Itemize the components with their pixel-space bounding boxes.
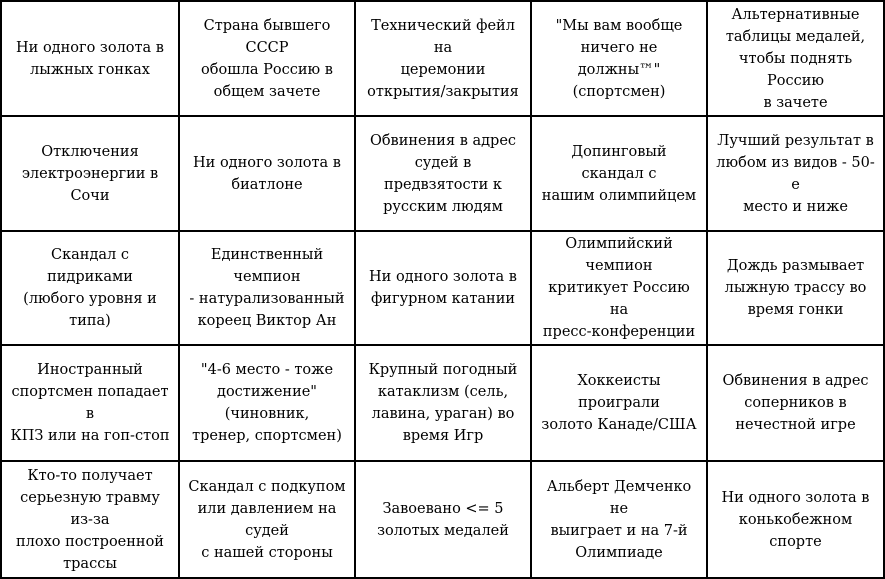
grid-cell: Обвинения в адрес судей в предвзятости к русским людям xyxy=(356,117,532,232)
grid-cell: Хоккеисты проиграли золото Канаде/США xyxy=(532,346,708,462)
grid-cell: Страна бывшего СССР обошла Россию в общем зачете xyxy=(180,2,356,117)
grid-cell: Ни одного золота в лыжных гонках xyxy=(2,2,180,117)
grid-cell: "Мы вам вообще ничего не должны™" (спортсмен) xyxy=(532,2,708,117)
grid-cell: Крупный погодный катаклизм (сель, лавина, ураган) во время Игр xyxy=(356,346,532,462)
grid-cell: Отключения электроэнергии в Сочи xyxy=(2,117,180,232)
grid-cell: Завоевано <= 5 золотых медалей xyxy=(356,462,532,577)
grid-cell: Дождь размывает лыжную трассу во время гонки xyxy=(708,232,883,346)
grid-cell: "4-6 место - тоже достижение" (чиновник, тренер, спортсмен) xyxy=(180,346,356,462)
grid-cell: Скандал с подкупом или давлением на судей с нашей стороны xyxy=(180,462,356,577)
grid-cell: Обвинения в адрес соперников в нечестной игре xyxy=(708,346,883,462)
grid-cell: Лучший результат в любом из видов - 50-е место и ниже xyxy=(708,117,883,232)
grid-cell: Кто-то получает серьезную травму из-за плохо построенной трассы xyxy=(2,462,180,577)
grid-cell: Единственный чемпион - натурализованный кореец Виктор Ан xyxy=(180,232,356,346)
grid-cell: Альберт Демченко не выиграет и на 7-й Олимпиаде xyxy=(532,462,708,577)
grid-cell: Ни одного золота в биатлоне xyxy=(180,117,356,232)
grid-cell: Иностранный спортсмен попадает в КПЗ или на гоп-стоп xyxy=(2,346,180,462)
grid-cell: Альтернативные таблицы медалей, чтобы поднять Россию в зачете xyxy=(708,2,883,117)
grid-cell: Олимпийский чемпион критикует Россию на пресс-конференции xyxy=(532,232,708,346)
grid-cell: Допинговый скандал с нашим олимпийцем xyxy=(532,117,708,232)
grid-cell: Скандал с пидриками (любого уровня и типа) xyxy=(2,232,180,346)
grid-cell: Ни одного золота в конькобежном спорте xyxy=(721,489,870,550)
grid-cell: Ни одного золота в фигурном катании xyxy=(356,232,532,346)
grid-cell: Технический фейл на церемонии открытия/закрытия xyxy=(356,2,532,117)
